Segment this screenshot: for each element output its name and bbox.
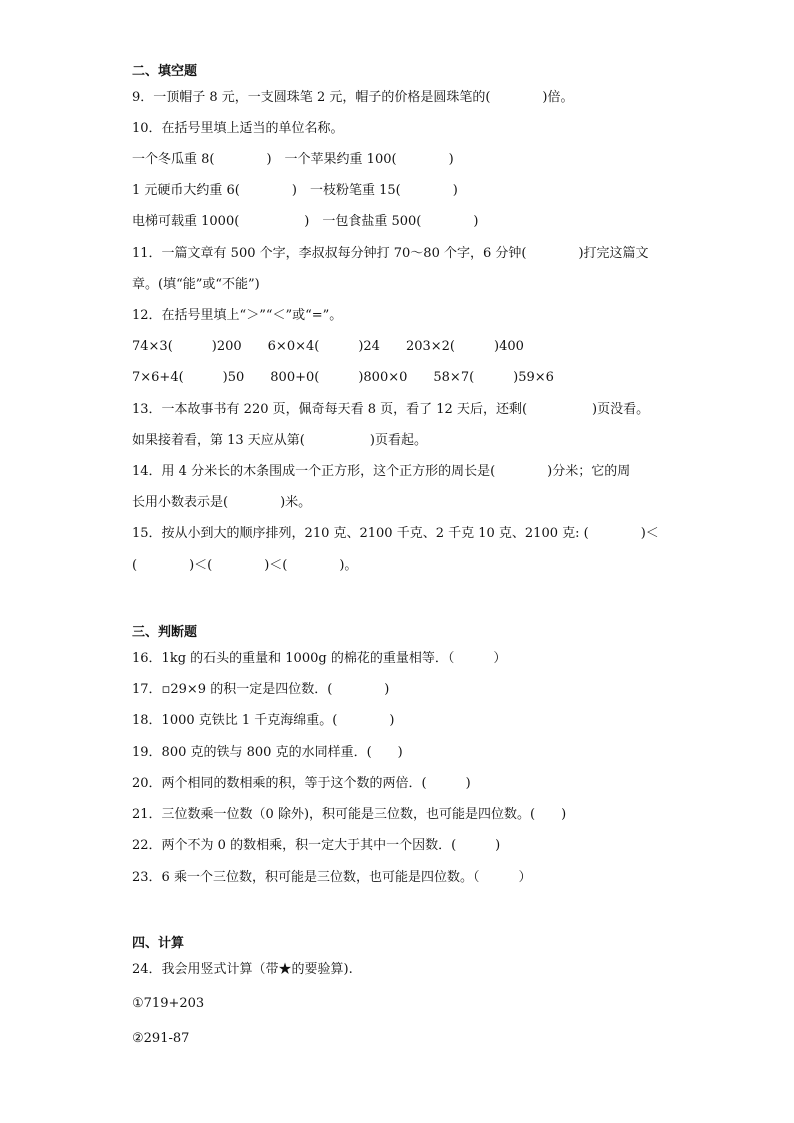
- question-24: 24．我会用竖式计算（带★的要验算).: [132, 962, 353, 977]
- question-23: 23．6 乘一个三位数，积可能是三位数，也可能是四位数。（ ）: [132, 870, 532, 885]
- question-13-cont: 如果接着看，第 13 天应从第( )页看起。: [132, 433, 427, 448]
- question-15-cont: ( )＜( )＜( )。: [132, 558, 358, 573]
- question-14: 14．用 4 分米长的木条围成一个正方形，这个正方形的周长是( )分米；它的周: [132, 464, 631, 479]
- calc-item-2: ②291-87: [132, 1031, 190, 1046]
- question-9: 9．一顶帽子 8 元，一支圆珠笔 2 元，帽子的价格是圆珠笔的( )倍。: [132, 90, 574, 105]
- question-11-cont: 章。(填“能”或“不能”): [132, 277, 260, 292]
- section-title-judge: 三、判断题: [132, 625, 198, 640]
- calc-item-1: ①719+203: [132, 996, 205, 1011]
- question-10-row-1: 一个冬瓜重 8( ) 一个苹果约重 100( ): [132, 152, 454, 167]
- question-20: 20．两个相同的数相乘的积，等于这个数的两倍．( ): [132, 776, 471, 791]
- question-18: 18．1000 克铁比 1 千克海绵重。( ): [132, 713, 395, 728]
- section-title-fill: 二、填空题: [132, 64, 198, 79]
- question-19: 19．800 克的铁与 800 克的水同样重．( ): [132, 745, 403, 760]
- question-12-row-2: 7×6+4( )50 800+0( )800×0 58×7( )59×6: [132, 370, 554, 385]
- question-22: 22．两个不为 0 的数相乘，积一定大于其中一个因数．( ): [132, 838, 501, 853]
- question-12-row-1: 74×3( )200 6×0×4( )24 203×2( )400: [132, 339, 524, 354]
- question-17: 17．▫29×9 的积一定是四位数．( ): [132, 682, 390, 697]
- question-16: 16．1kg 的石头的重量和 1000g 的棉花的重量相等．（ ）: [132, 651, 507, 666]
- question-12: 12．在括号里填上“＞”“＜”或“=”。: [132, 308, 343, 323]
- question-10-row-3: 电梯可载重 1000( ) 一包食盐重 500( ): [132, 214, 479, 229]
- section-title-calc: 四、计算: [132, 936, 185, 951]
- question-11: 11．一篇文章有 500 个字，李叔叔每分钟打 70～80 个字，6 分钟( )打完这篇文: [132, 246, 649, 261]
- question-13: 13．一本故事书有 220 页，佩奇每天看 8 页，看了 12 天后，还剩( )页没看。: [132, 402, 650, 417]
- question-14-cont: 长用小数表示是( )米。: [132, 495, 312, 510]
- question-10-row-2: 1 元硬币大约重 6( ) 一枝粉笔重 15( ): [132, 183, 458, 198]
- question-21: 21．三位数乘一位数（0 除外)，积可能是三位数，也可能是四位数。( ): [132, 807, 567, 822]
- question-15: 15．按从小到大的顺序排列，210 克、2100 千克、2 千克 10 克、2100 克: ( )＜: [132, 526, 659, 541]
- question-10: 10．在括号里填上适当的单位名称。: [132, 121, 344, 136]
